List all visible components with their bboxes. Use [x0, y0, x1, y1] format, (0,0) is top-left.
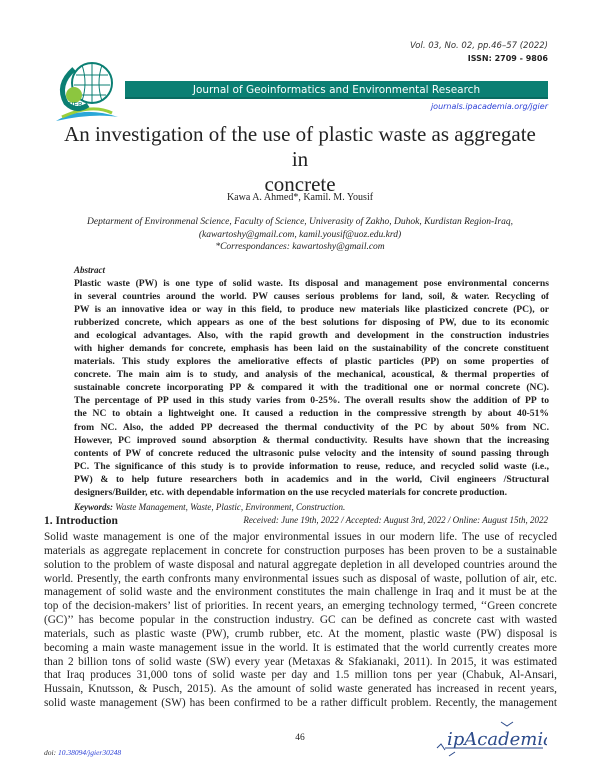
text-line: solution to the problem of waste disposal and natural aggregate depletion in all developed countries around the [44, 558, 557, 571]
text-line: contents of PW of concrete reduced the ultrasonic pulse velocity and the intensity of sound passing through [74, 447, 549, 459]
issn: ISSN: 2709 - 9806 [467, 54, 548, 63]
text-line: materials as aggregate replacement in concrete for construction purposes has been proven to be a sustainable [44, 544, 557, 557]
text-line: The percentage of PP used in this study varies from 0-25%. The overall results show the addition of PP to [74, 395, 549, 407]
doi [44, 748, 121, 757]
text-line: world. Presently, the earth confronts many environmental issues such as disposal of waste, pollution of air, etc. [44, 572, 557, 585]
text-line: in several countries around the world. PW causes serious problems for land, soil, & water. Recycling of [74, 291, 549, 303]
text-line: becoming a main waste management issue in the world. It is estimated that the world currently creates more [44, 641, 557, 654]
abstract-label: Abstract [74, 265, 106, 275]
text-line: with higher demands for concrete, emphasis has been laid on the sustainability of the concrete constituent [74, 343, 549, 355]
text-line: PC. The significance of this study is to provide information to reuse, reduce, and recycled solid waste (i.e., [74, 460, 549, 472]
text-line: designers/Builder, etc. with dependable information on the use recycled materials for concrete production. [74, 486, 508, 498]
keywords-list: Waste Management, Waste, Plastic, Environment, Construction. [115, 502, 346, 512]
doi-link[interactable]: 10.38094/jgier30248 [57, 748, 122, 757]
logo-text: GIER [66, 101, 83, 109]
title-line: An investigation of the use of plastic waste as aggregate in [64, 122, 536, 171]
text-line: sustainable concrete incorporating PP & compared it with the traditional one or normal concrete (NC). [74, 382, 549, 394]
text-line: the NC to obtain a lightweight one. It caused a reduction in the compressive strength by about 40-51% [74, 408, 549, 420]
text-line: from NC. Also, the added PP decreased the thermal conductivity of the PC by about 50% from NC. [74, 421, 549, 433]
received-dates: Received: June 19th, 2022 / Accepted: August 3rd, 2022 / Online: August 15th, 2022 [243, 515, 548, 525]
text-line: Solid waste management is one of the major environmental issues in our modern life. The use of recycled [44, 531, 557, 543]
affiliation-line: Deptarment of Environmenal Science, Faculty of Science, Univerasity of Zakho, Duhok, Kurdistan Region-Iraq, [87, 217, 513, 227]
paper-title [60, 122, 540, 197]
text-line: Hussain, Knutsson, & Pusch, 2015). As the amount of solid waste generated has increased in recent years, [44, 683, 557, 696]
text-line: However, PC improved sound absorption & thermal conductivity. Results have shown that the increasing [74, 434, 549, 446]
keywords-label: Keywords: [74, 502, 113, 512]
section-heading-introduction: 1. Introduction [44, 515, 118, 527]
text-line: PW is an innovative idea or way in this field, to produce new materials like plasticized concrete (PC), or [74, 304, 549, 316]
volume-info: Vol. 03, No. 02, pp.46–57 (2022) [409, 41, 548, 51]
journal-url-link[interactable]: journals.ipacademia.org/jgier [430, 102, 548, 111]
text-line: that Iraq produces 31,000 tons of solid waste per day and 1.5 million tons per year (Chabuk, Al-Ansari, [44, 669, 557, 682]
text-line: rubberized concrete, which appears as one of the best solutions for disposing of PW, due to its economic [74, 317, 549, 329]
doi-label: doi: [44, 748, 57, 757]
keywords [74, 502, 345, 512]
text-line: PW) & to help future researchers both in academics and in the world, Civil engineers /Structural [74, 473, 549, 485]
text-line: materials, such as plastic waste (PW), crumb rubber, etc. At the moment, plastic waste (PW) disposal is [44, 627, 557, 640]
introduction-body [44, 531, 557, 711]
text-line: than 2 billion tons of solid waste (SW) every year (Metaxas & Sfakianaki, 2011). In 2015, it was estimated [44, 655, 557, 668]
authors: Kawa A. Ahmed*, Kamil. M. Yousif [226, 192, 374, 203]
journal-banner: Journal of Geoinformatics and Environmental Research [125, 81, 548, 99]
text-line: and ecological advantages. Also, with the rapid growth and development in the construction industries [74, 330, 549, 342]
affiliation [0, 216, 600, 254]
title-line: concrete [264, 172, 336, 196]
text-line: top of the decision-makers’ list of priorities. In recent years, an emerging technology termed, ‘‘Green concrete [44, 600, 557, 613]
text-line: materials. This study explores the ameliorative effects of plastic particles (PP) on some properties of [74, 356, 549, 368]
publisher-logo-text: ipAcademia [447, 729, 547, 750]
page-number: 46 [295, 733, 305, 743]
abstract-body [74, 277, 549, 499]
text-line: concrete. The main aim is to study, and analysis of the mechanical, acoustical, & thermal properties of [74, 369, 549, 381]
correspondence: *Correspondances: kawartoshy@gmail.com [215, 242, 385, 252]
publisher-logo [435, 718, 547, 760]
text-line: (GC)’’ has become popular in the construction industry. GC can be defined as concrete cast with wasted [44, 614, 557, 627]
text-line: management of solid waste and the environment constitutes the main challenge in Iraq and it must be at the [44, 586, 557, 599]
journal-logo [52, 55, 124, 125]
text-line: Plastic waste (PW) is one type of solid waste. Its disposal and management pose environmental concerns [74, 278, 549, 289]
text-line: solid waste management (SW) has been confirmed to be a rather difficult problem. Recently, the management [44, 697, 557, 710]
emails: (kawartoshy@gmail.com, kamil.yousif@uoz.edu.krd) [198, 229, 402, 240]
